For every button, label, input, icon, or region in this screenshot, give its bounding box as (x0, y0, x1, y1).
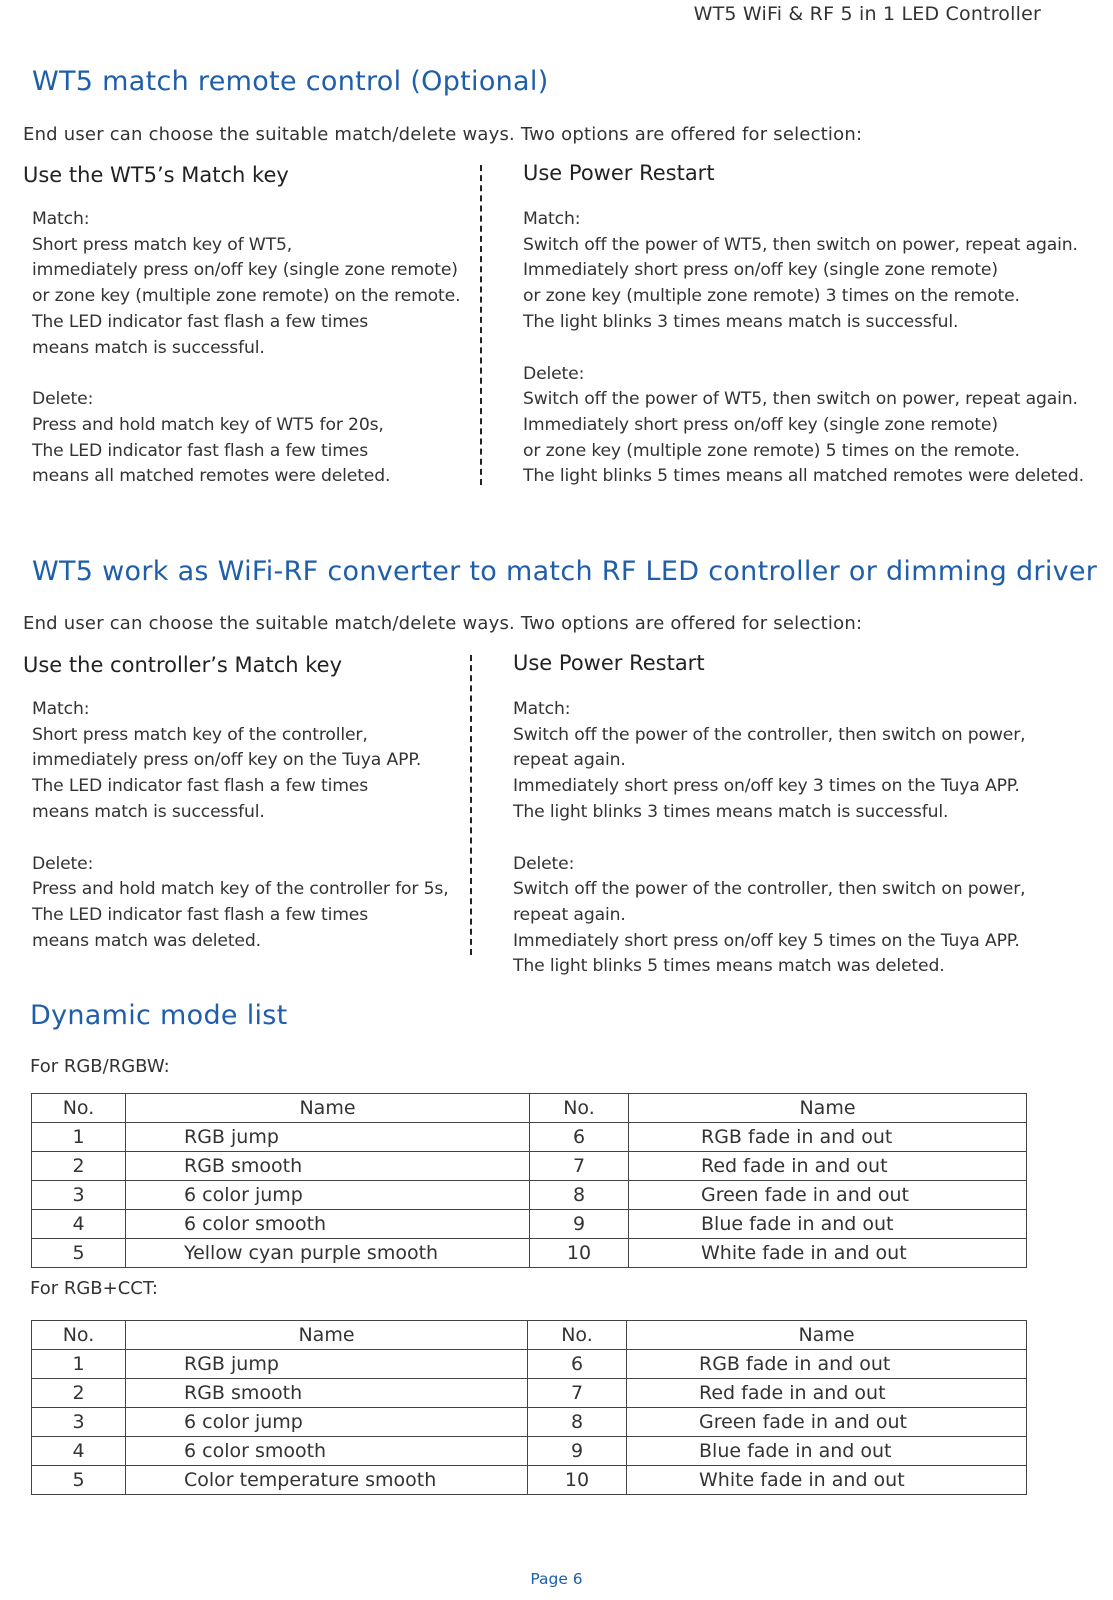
mode-number: 3 (32, 1181, 126, 1210)
mode-number: 1 (32, 1123, 126, 1152)
mode-number: 7 (530, 1152, 629, 1181)
mode-number: 7 (528, 1379, 627, 1408)
column-header: Name (629, 1094, 1027, 1123)
controller-match-key-instructions (32, 697, 449, 954)
mode-name: Red fade in and out (629, 1152, 1027, 1181)
column-header: No. (32, 1321, 126, 1350)
mode-name: RGB fade in and out (627, 1350, 1027, 1379)
mode-number: 4 (32, 1210, 126, 1239)
mode-number: 8 (530, 1181, 629, 1210)
mode-name: RGB smooth (126, 1152, 530, 1181)
delete-label: Delete: (513, 853, 575, 874)
mode-number: 5 (32, 1239, 126, 1268)
column-divider (480, 165, 482, 485)
mode-number: 4 (32, 1437, 126, 1466)
instruction-line: Press and hold match key of WT5 for 20s, (32, 414, 384, 435)
match-label: Match: (32, 209, 90, 229)
mode-name: Yellow cyan purple smooth (126, 1239, 530, 1268)
mode-number: 10 (530, 1239, 629, 1268)
mode-number: 10 (528, 1466, 627, 1495)
instruction-line: repeat again. (513, 750, 626, 771)
section-intro: End user can choose the suitable match/delete ways. Two options are offered for selection: (23, 613, 863, 634)
table-row (32, 1239, 1027, 1268)
instruction-line: immediately press on/off key on the Tuya APP. (32, 750, 422, 771)
mode-name: White fade in and out (629, 1239, 1027, 1268)
instruction-line: or zone key (multiple zone remote) 5 times on the remote. (523, 440, 1020, 461)
table-row (32, 1379, 1027, 1408)
table-row (32, 1466, 1027, 1495)
instruction-line: Short press match key of WT5, (32, 234, 293, 255)
mode-name: RGB jump (126, 1350, 528, 1379)
instruction-line: immediately press on/off key (single zone remote) (32, 260, 458, 281)
mode-name: Blue fade in and out (627, 1437, 1027, 1466)
section-title-match-remote: WT5 match remote control (Optional) (32, 66, 549, 97)
column-header: Name (126, 1321, 528, 1350)
mode-number: 2 (32, 1152, 126, 1181)
instruction-line: or zone key (multiple zone remote) 3 times on the remote. (523, 286, 1020, 307)
document-header-title: WT5 WiFi & RF 5 in 1 LED Controller (693, 3, 1041, 25)
table-row (32, 1408, 1027, 1437)
match-label: Match: (513, 699, 571, 719)
mode-name: 6 color smooth (126, 1437, 528, 1466)
instruction-line: Switch off the power of the controller, then switch on power, (513, 879, 1026, 900)
column-header: Name (126, 1094, 530, 1123)
instruction-line: Press and hold match key of the controller for 5s, (32, 879, 449, 900)
instruction-line: Short press match key of the controller, (32, 724, 368, 745)
table-label-rgb-cct: For RGB+CCT: (30, 1278, 158, 1299)
controller-power-restart-instructions (513, 697, 1025, 980)
instruction-line: The LED indicator fast flash a few times (32, 776, 369, 797)
mode-number: 2 (32, 1379, 126, 1408)
column-header: No. (32, 1094, 126, 1123)
delete-label: Delete: (523, 363, 585, 384)
mode-name: 6 color smooth (126, 1210, 530, 1239)
instruction-line: Switch off the power of the controller, then switch on power, (513, 724, 1026, 745)
mode-name: RGB smooth (126, 1379, 528, 1408)
mode-name: Green fade in and out (629, 1181, 1027, 1210)
column-heading-controller-match-key: Use the controller’s Match key (23, 653, 343, 677)
dynamic-mode-table-rgb-rgbw (31, 1093, 1027, 1268)
mode-name: RGB fade in and out (629, 1123, 1027, 1152)
mode-number: 3 (32, 1408, 126, 1437)
mode-name: Blue fade in and out (629, 1210, 1027, 1239)
instruction-line: means all matched remotes were deleted. (32, 466, 391, 487)
match-label: Match: (32, 699, 90, 719)
column-heading-match-key: Use the WT5’s Match key (23, 163, 289, 187)
instruction-line: Immediately short press on/off key (single zone remote) (523, 414, 998, 435)
instruction-line: repeat again. (513, 904, 626, 925)
mode-name: Color temperature smooth (126, 1466, 528, 1495)
instruction-line: or zone key (multiple zone remote) on the remote. (32, 286, 461, 307)
column-header: Name (627, 1321, 1027, 1350)
instruction-line: The light blinks 3 times means match is successful. (513, 801, 949, 822)
instruction-line: means match is successful. (32, 801, 265, 822)
table-row (32, 1210, 1027, 1239)
table-header-row (32, 1321, 1027, 1350)
column-heading-power-restart: Use Power Restart (523, 161, 715, 185)
instruction-line: Immediately short press on/off key 3 times on the Tuya APP. (513, 776, 1020, 797)
column-header: No. (530, 1094, 629, 1123)
mode-number: 6 (530, 1123, 629, 1152)
mode-number: 8 (528, 1408, 627, 1437)
table-row (32, 1437, 1027, 1466)
table-label-rgb-rgbw: For RGB/RGBW: (30, 1056, 170, 1077)
table-row (32, 1152, 1027, 1181)
delete-label: Delete: (32, 389, 94, 410)
column-heading-power-restart: Use Power Restart (513, 651, 705, 675)
mode-number: 5 (32, 1466, 126, 1495)
instruction-line: The light blinks 3 times means match is successful. (523, 311, 959, 332)
delete-label: Delete: (32, 853, 94, 874)
instruction-line: The light blinks 5 times means match was deleted. (513, 956, 945, 977)
mode-name: Green fade in and out (627, 1408, 1027, 1437)
column-header: No. (528, 1321, 627, 1350)
mode-name: 6 color jump (126, 1408, 528, 1437)
instruction-line: Switch off the power of WT5, then switch on power, repeat again. (523, 234, 1078, 255)
instruction-line: means match is successful. (32, 337, 265, 358)
instruction-line: The LED indicator fast flash a few times (32, 311, 369, 332)
instruction-line: Immediately short press on/off key (single zone remote) (523, 260, 998, 281)
mode-name: Red fade in and out (627, 1379, 1027, 1408)
instruction-line: means match was deleted. (32, 930, 261, 951)
mode-name: 6 color jump (126, 1181, 530, 1210)
match-key-instructions (32, 207, 460, 490)
column-divider (470, 655, 472, 955)
instruction-line: Switch off the power of WT5, then switch on power, repeat again. (523, 389, 1078, 410)
section-intro: End user can choose the suitable match/delete ways. Two options are offered for selection: (23, 124, 863, 145)
mode-name: RGB jump (126, 1123, 530, 1152)
table-row (32, 1181, 1027, 1210)
match-label: Match: (523, 209, 581, 229)
instruction-line: The LED indicator fast flash a few times (32, 440, 369, 461)
mode-number: 1 (32, 1350, 126, 1379)
dynamic-mode-table-rgb-cct (31, 1320, 1027, 1495)
page-number: Page 6 (530, 1570, 583, 1588)
mode-number: 9 (528, 1437, 627, 1466)
table-row (32, 1350, 1027, 1379)
section-title-wifi-rf-converter: WT5 work as WiFi-RF converter to match RF LED controller or dimming driver (32, 556, 1098, 587)
table-row (32, 1123, 1027, 1152)
power-restart-instructions (523, 207, 1084, 490)
mode-name: White fade in and out (627, 1466, 1027, 1495)
instruction-line: The light blinks 5 times means all matched remotes were deleted. (523, 466, 1084, 487)
mode-number: 6 (528, 1350, 627, 1379)
instruction-line: Immediately short press on/off key 5 times on the Tuya APP. (513, 930, 1020, 951)
table-header-row (32, 1094, 1027, 1123)
instruction-line: The LED indicator fast flash a few times (32, 904, 369, 925)
mode-number: 9 (530, 1210, 629, 1239)
section-title-dynamic-mode-list: Dynamic mode list (30, 1000, 288, 1031)
